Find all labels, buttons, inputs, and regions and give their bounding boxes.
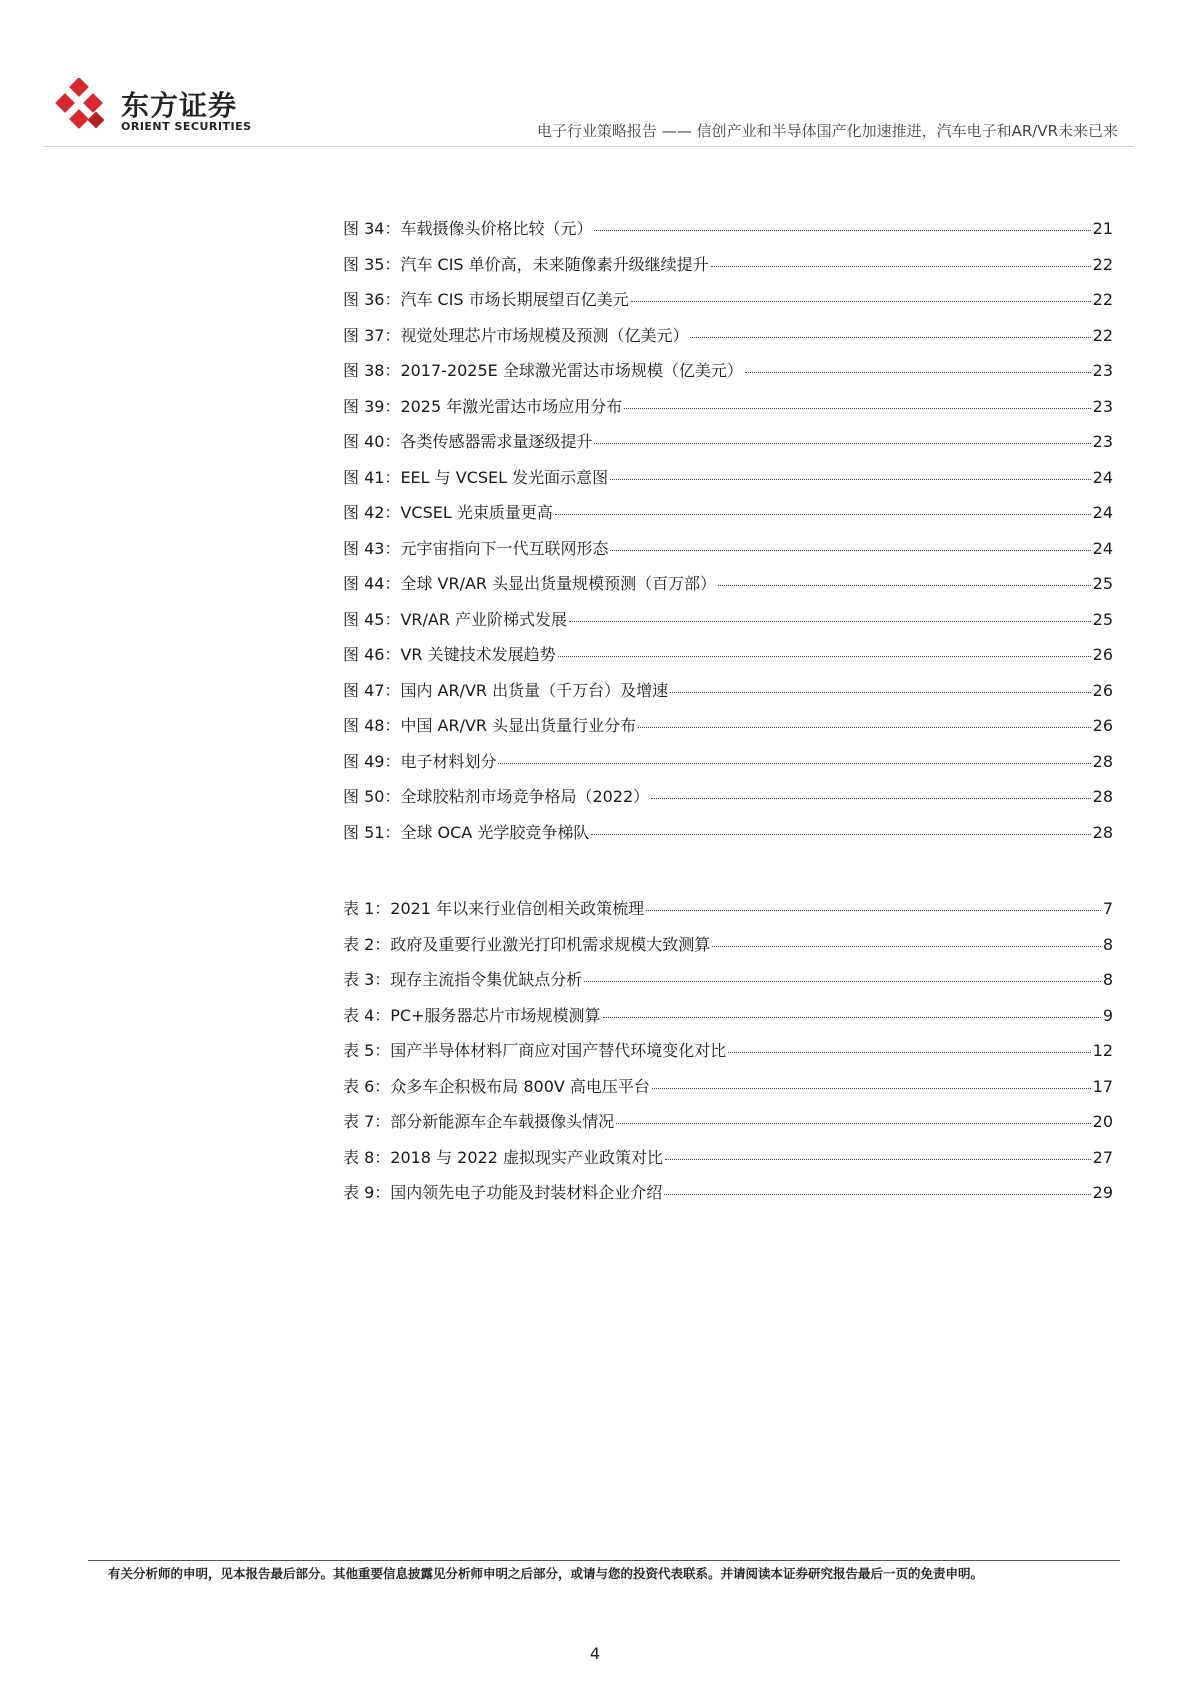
toc-entry-label: 图 42：VCSEL 光束质量更高 bbox=[343, 503, 553, 522]
toc-entry-label: 表 6：众多车企积极布局 800V 高电压平台 bbox=[343, 1076, 650, 1096]
toc-entry-label: 表 9：国内领先电子功能及封装材料企业介绍 bbox=[343, 1183, 663, 1202]
toc-entry[interactable] bbox=[343, 287, 1113, 323]
toc-entry-label: 图 39：2025 年激光雷达市场应用分布 bbox=[343, 396, 623, 416]
footer-divider bbox=[88, 1560, 1120, 1561]
toc-entry-page: 12 bbox=[1092, 1041, 1113, 1060]
toc-entry[interactable] bbox=[343, 358, 1113, 394]
toc-entry-label: 图 47：国内 AR/VR 出货量（千万台）及增速 bbox=[343, 680, 669, 700]
toc-entry-label: 表 8：2018 与 2022 虚拟现实产业政策对比 bbox=[343, 1147, 663, 1167]
toc-entry-label: 表 4：PC+服务器芯片市场规模测算 bbox=[343, 1005, 601, 1025]
toc-entry[interactable] bbox=[343, 967, 1113, 1003]
toc-entry[interactable] bbox=[343, 1038, 1113, 1074]
orient-securities-logo-icon bbox=[54, 78, 110, 134]
toc-leader-dots bbox=[610, 550, 1090, 551]
toc-entry[interactable] bbox=[343, 896, 1113, 932]
toc-entry-label: 表 1：2021 年以来行业信创相关政策梳理 bbox=[343, 899, 645, 918]
toc-leader-dots bbox=[584, 981, 1101, 982]
toc-entry-label: 图 38：2017-2025E 全球激光雷达市场规模（亿美元） bbox=[343, 361, 743, 380]
toc-entry-label: 图 37：视觉处理芯片市场规模及预测（亿美元） bbox=[343, 325, 689, 345]
toc-leader-dots bbox=[651, 798, 1090, 799]
toc-leader-dots bbox=[555, 514, 1091, 515]
table-list bbox=[343, 896, 1113, 1216]
toc-entry-page: 25 bbox=[1092, 609, 1113, 629]
toc-entry-page: 29 bbox=[1092, 1183, 1113, 1202]
toc-leader-dots bbox=[718, 585, 1091, 586]
toc-entry[interactable] bbox=[343, 429, 1113, 465]
toc-entry-page: 28 bbox=[1092, 751, 1113, 771]
toc-entry-label: 图 46：VR 关键技术发展趋势 bbox=[343, 645, 556, 664]
toc-leader-dots bbox=[631, 301, 1091, 302]
toc-entry[interactable] bbox=[343, 1109, 1113, 1145]
toc-entry-label: 图 49：电子材料划分 bbox=[343, 751, 497, 771]
toc-entry-page: 25 bbox=[1092, 574, 1113, 593]
toc-leader-dots bbox=[569, 621, 1091, 622]
toc-entry-page: 24 bbox=[1092, 467, 1113, 487]
toc-entry[interactable] bbox=[343, 465, 1113, 501]
toc-entry[interactable] bbox=[343, 536, 1113, 572]
toc-entry[interactable] bbox=[343, 820, 1113, 856]
toc-entry-label: 图 50：全球胶粘剂市场竞争格局（2022） bbox=[343, 787, 650, 806]
toc-leader-dots bbox=[610, 479, 1091, 480]
toc-entry[interactable] bbox=[343, 642, 1113, 678]
toc-leader-dots bbox=[498, 763, 1090, 764]
toc-entry[interactable] bbox=[343, 1145, 1113, 1181]
toc-leader-dots bbox=[594, 230, 1090, 231]
toc-entry-page: 20 bbox=[1092, 1112, 1113, 1131]
toc-leader-dots bbox=[624, 408, 1090, 409]
toc-entry-label: 表 3：现存主流指令集优缺点分析 bbox=[343, 970, 583, 989]
toc-entry-page: 7 bbox=[1102, 899, 1113, 918]
company-logo bbox=[54, 78, 254, 138]
toc-entry[interactable] bbox=[343, 216, 1113, 252]
toc-entry-label: 图 36：汽车 CIS 市场长期展望百亿美元 bbox=[343, 290, 629, 309]
report-title: 电子行业策略报告 —— 信创产业和半导体国产化加速推进，汽车电子和AR/VR未来已来 bbox=[537, 122, 1118, 140]
toc-leader-dots bbox=[558, 656, 1091, 657]
toc-leader-dots bbox=[616, 1123, 1090, 1124]
footer-disclaimer: 有关分析师的申明，见本报告最后部分。其他重要信息披露见分析师申明之后部分，或请与您的投资代表联系。并请阅读本证券研究报告最后一页的免责申明。 bbox=[108, 1566, 984, 1581]
toc-entry-page: 27 bbox=[1092, 1147, 1113, 1167]
toc-entry[interactable] bbox=[343, 1074, 1113, 1110]
toc-entry-page: 8 bbox=[1102, 970, 1113, 989]
toc-leader-dots bbox=[664, 1194, 1090, 1195]
toc-entry-label: 图 48：中国 AR/VR 头显出货量行业分布 bbox=[343, 716, 637, 735]
toc-entry[interactable] bbox=[343, 323, 1113, 359]
toc-entry-page: 21 bbox=[1092, 219, 1113, 238]
toc-leader-dots bbox=[670, 692, 1091, 693]
toc-entry[interactable] bbox=[343, 252, 1113, 288]
toc-entry-page: 24 bbox=[1092, 503, 1113, 522]
toc-entry-label: 图 44：全球 VR/AR 头显出货量规模预测（百万部） bbox=[343, 574, 717, 593]
toc-entry-page: 8 bbox=[1102, 934, 1113, 954]
toc-entry-page: 22 bbox=[1092, 290, 1113, 309]
toc-entry-label: 图 45：VR/AR 产业阶梯式发展 bbox=[343, 609, 568, 629]
toc-entry[interactable] bbox=[343, 571, 1113, 607]
toc-entry[interactable] bbox=[343, 394, 1113, 430]
toc-entry-page: 26 bbox=[1092, 645, 1113, 664]
toc-entry[interactable] bbox=[343, 749, 1113, 785]
toc-entry-page: 22 bbox=[1092, 325, 1113, 345]
toc-entry-label: 图 40：各类传感器需求量逐级提升 bbox=[343, 432, 593, 451]
toc-leader-dots bbox=[728, 1052, 1090, 1053]
toc-entry[interactable] bbox=[343, 784, 1113, 820]
toc-entry-page: 26 bbox=[1092, 680, 1113, 700]
toc-entry-page: 23 bbox=[1092, 432, 1113, 451]
toc-entry-label: 表 7：部分新能源车企车载摄像头情况 bbox=[343, 1112, 615, 1131]
logo-chinese-name: 东方证券 bbox=[121, 89, 238, 122]
toc-entry-page: 26 bbox=[1092, 716, 1113, 735]
toc-entry-page: 9 bbox=[1102, 1005, 1113, 1025]
toc-leader-dots bbox=[690, 337, 1090, 338]
toc-entry-page: 24 bbox=[1092, 538, 1113, 558]
toc-entry-label: 表 5：国产半导体材料厂商应对国产替代环境变化对比 bbox=[343, 1041, 727, 1060]
toc-entry-page: 23 bbox=[1092, 396, 1113, 416]
toc-leader-dots bbox=[591, 834, 1090, 835]
toc-entry-page: 28 bbox=[1092, 787, 1113, 806]
toc-leader-dots bbox=[594, 443, 1090, 444]
toc-leader-dots bbox=[652, 1088, 1091, 1089]
toc-entry[interactable] bbox=[343, 678, 1113, 714]
toc-entry[interactable] bbox=[343, 1003, 1113, 1039]
toc-entry-label: 图 41：EEL 与 VCSEL 发光面示意图 bbox=[343, 467, 609, 487]
toc-entry-label: 表 2：政府及重要行业激光打印机需求规模大致测算 bbox=[343, 934, 711, 954]
toc-entry-label: 图 34：车载摄像头价格比较（元） bbox=[343, 219, 593, 238]
toc-entry-page: 22 bbox=[1092, 254, 1113, 274]
toc-entry-label: 图 43：元宇宙指向下一代互联网形态 bbox=[343, 538, 609, 558]
toc-entry-page: 23 bbox=[1092, 361, 1113, 380]
toc-leader-dots bbox=[603, 1017, 1101, 1018]
logo-english-name: ORIENT SECURITIES bbox=[121, 120, 252, 133]
toc-leader-dots bbox=[646, 910, 1101, 911]
toc-leader-dots bbox=[712, 946, 1101, 947]
toc-leader-dots bbox=[745, 372, 1091, 373]
figure-list bbox=[343, 216, 1113, 855]
toc-entry-label: 图 35：汽车 CIS 单价高，未来随像素升级继续提升 bbox=[343, 254, 709, 274]
toc-entry[interactable] bbox=[343, 1180, 1113, 1216]
page-number: 4 bbox=[589, 1644, 601, 1663]
toc-entry[interactable] bbox=[343, 607, 1113, 643]
toc-leader-dots bbox=[638, 727, 1091, 728]
toc-leader-dots bbox=[665, 1159, 1091, 1160]
header-divider bbox=[44, 146, 1134, 147]
toc-entry-page: 28 bbox=[1092, 822, 1113, 842]
toc-entry[interactable] bbox=[343, 713, 1113, 749]
toc-leader-dots bbox=[711, 266, 1091, 267]
toc-entry[interactable] bbox=[343, 500, 1113, 536]
toc-entry-label: 图 51：全球 OCA 光学胶竞争梯队 bbox=[343, 822, 590, 842]
toc-entry[interactable] bbox=[343, 932, 1113, 968]
toc-entry-page: 17 bbox=[1092, 1076, 1113, 1096]
